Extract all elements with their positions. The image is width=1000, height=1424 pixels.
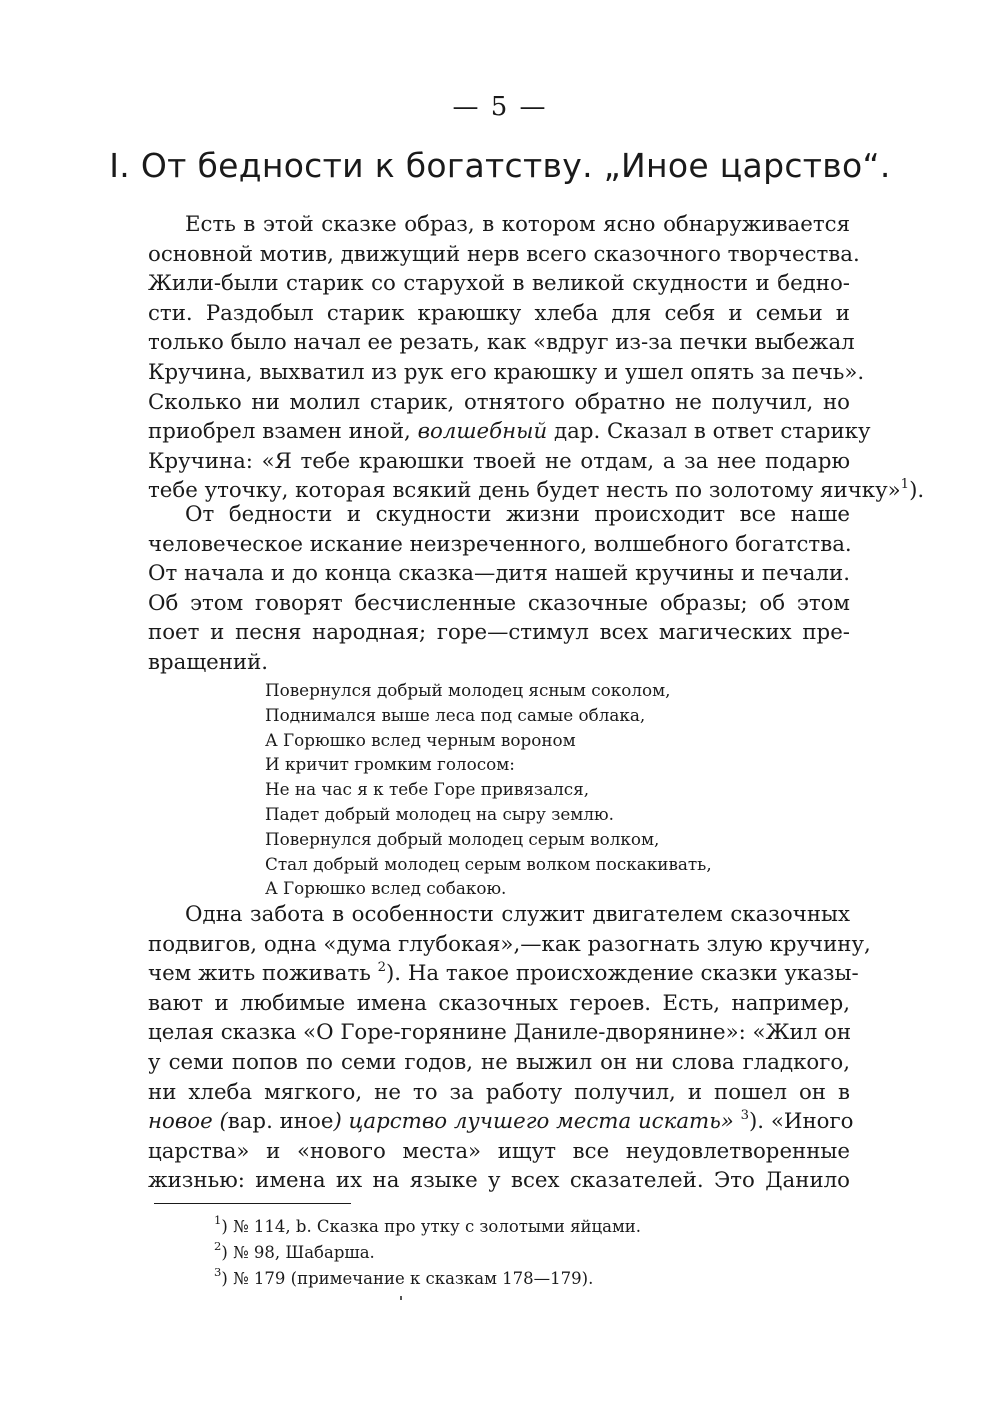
text-line — [148, 417, 871, 447]
footnote-mark: 3 — [214, 1265, 222, 1280]
verse-quotation — [265, 678, 745, 901]
text-line: только было начал ее резать, как «вдруг из-за печки выбежал — [148, 330, 855, 356]
print-speck — [400, 1296, 402, 1300]
footnote — [214, 1266, 814, 1292]
verse-line: И кричит громким голосом: — [265, 754, 515, 775]
text-line: подвигов, одна «дума глубокая»,—как разогнать злую кручину, — [148, 931, 871, 957]
text-run: ). На такое происхождение сказки указы- — [385, 961, 859, 987]
footnote-mark: 2 — [214, 1239, 222, 1254]
paragraph-3 — [148, 900, 871, 1196]
text-line: основной мотив, движущий нерв всего сказочного творчества. — [148, 241, 860, 267]
footnote-text: ) № 114, b. Сказка про утку с золотыми яйцами. — [221, 1217, 642, 1236]
text-line: Об этом говорят бесчисленные сказочные образы; об этом — [148, 590, 850, 616]
footnote — [214, 1240, 814, 1266]
text-line: ни хлеба мягкого, не то за работу получил, и пошел он в — [148, 1079, 850, 1105]
text-line: поет и песня народная; горе—стимул всех магических пре- — [148, 620, 850, 646]
text-run: чем жить поживать — [148, 961, 378, 987]
text-run: приобрел взамен иной, — [148, 419, 418, 445]
text-line: Кручина: «Я тебе краюшки твоей не отдам, а за нее подарю — [148, 448, 850, 474]
text-line: Сколько ни молил старик, отнятого обратно не получил, но — [148, 389, 850, 415]
footnote — [214, 1214, 814, 1240]
text-line: вают и любимые имена сказочных героев. Есть, например, — [148, 990, 850, 1016]
verse-line: Поднимался выше леса под самые облака, — [265, 704, 646, 725]
italic-word: волшебный — [417, 419, 548, 445]
text-line: От начала и до конца сказка—дитя нашей кручины и печали. — [148, 561, 850, 587]
footnote-ref: 1 — [900, 476, 910, 492]
text-line — [148, 1107, 854, 1137]
verse-line: Не на час я к тебе Горе привязался, — [265, 779, 590, 800]
verse-line: Падет добрый молодец на сыру землю. — [265, 803, 614, 824]
footnote-mark: 1 — [214, 1213, 222, 1228]
text-run: тебе уточку, которая всякий день будет несть по золотому яичку» — [148, 478, 901, 504]
text-line: у семи попов по семи годов, не выжил он ни слова гладкого, — [148, 1049, 850, 1075]
footnote-divider — [154, 1203, 351, 1204]
footnote-text: ) № 98, Шабарша. — [221, 1243, 375, 1262]
verse-line: А Горюшко вслед черным вороном — [265, 729, 576, 750]
text-run: ). — [909, 478, 925, 504]
page-number: — 5 — — [452, 92, 548, 122]
text-line — [148, 959, 859, 989]
footnote-ref: 3 — [740, 1107, 749, 1123]
text-line: жизнью: имена их на языке у всех сказателей. Это Данило — [148, 1168, 850, 1194]
italic-run: новое ( — [148, 1109, 228, 1135]
footnote-text: ) № 179 (примечание к сказкам 178—179). — [221, 1269, 594, 1288]
italic-run: ) царство лучшего места искать» — [333, 1109, 741, 1135]
text-line: Есть в этой сказке образ, в котором ясно обнаруживается — [185, 212, 850, 237]
text-line: От бедности и скудности жизни происходит все наше — [185, 502, 850, 527]
text-line: целая сказка «О Горе-горянине Даниле-дворянине»: «Жил он — [148, 1020, 852, 1046]
paragraph-2 — [148, 500, 850, 678]
text-run: дар. Сказал в ответ старику — [547, 419, 871, 445]
footnotes — [214, 1214, 814, 1292]
verse-line: А Горюшко вслед собакою. — [265, 878, 507, 899]
text-line: царства» и «нового места» ищут все неудовлетворенные — [148, 1138, 850, 1164]
text-line: человеческое искание неизреченного, волшебного богатства. — [148, 531, 852, 557]
text-line: вращений. — [148, 649, 269, 675]
text-run: ). «Иного — [749, 1109, 854, 1135]
text-line: сти. Раздобыл старик краюшку хлеба для себя и семьи и — [148, 300, 850, 326]
text-line: Кручина, выхватил из рук его краюшку и ушел опять за печь». — [148, 359, 865, 385]
verse-line: Повернулся добрый молодец ясным соколом, — [265, 680, 671, 700]
text-run: вар. иное — [227, 1109, 334, 1135]
chapter-title: I. От бедности к богатству. „Иное царство“. — [109, 146, 891, 185]
verse-line: Стал добрый молодец серым волком поскакивать, — [265, 853, 712, 874]
footnote-ref: 2 — [377, 959, 386, 975]
paragraph-1 — [148, 210, 925, 506]
text-line: Одна забота в особенности служит двигателем сказочных — [185, 902, 850, 927]
verse-line: Повернулся добрый молодец серым волком, — [265, 828, 660, 849]
text-line: Жили-были старик со старухой в великой скудности и бедно- — [148, 271, 850, 297]
